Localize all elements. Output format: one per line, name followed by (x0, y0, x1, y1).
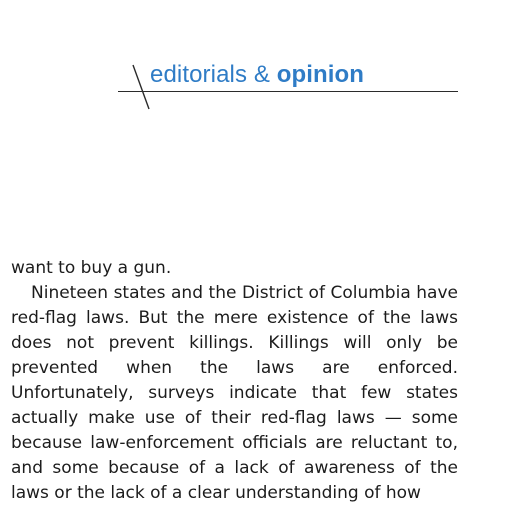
section-title-prefix: editorials & (150, 61, 277, 88)
section-header (0, 0, 512, 110)
section-title-emphasis: opinion (276, 61, 365, 88)
article-paragraph: Nineteen states and the District of Columbia have red-flag laws. But the mere existence of the laws does not prevent killings. Killings will only be prevented when the laws are enforced. Unfortunately, surveys indicate that few states actually make use of their red-flag laws — some because law-enforcement officials are reluctant to, and some because of a lack of awareness of the laws or the lack of a clear understanding of how (11, 283, 458, 503)
header-rule (118, 91, 458, 92)
section-title (150, 59, 364, 91)
article-paragraph-continuation: want to buy a gun. (11, 258, 172, 278)
article-body (11, 256, 458, 506)
